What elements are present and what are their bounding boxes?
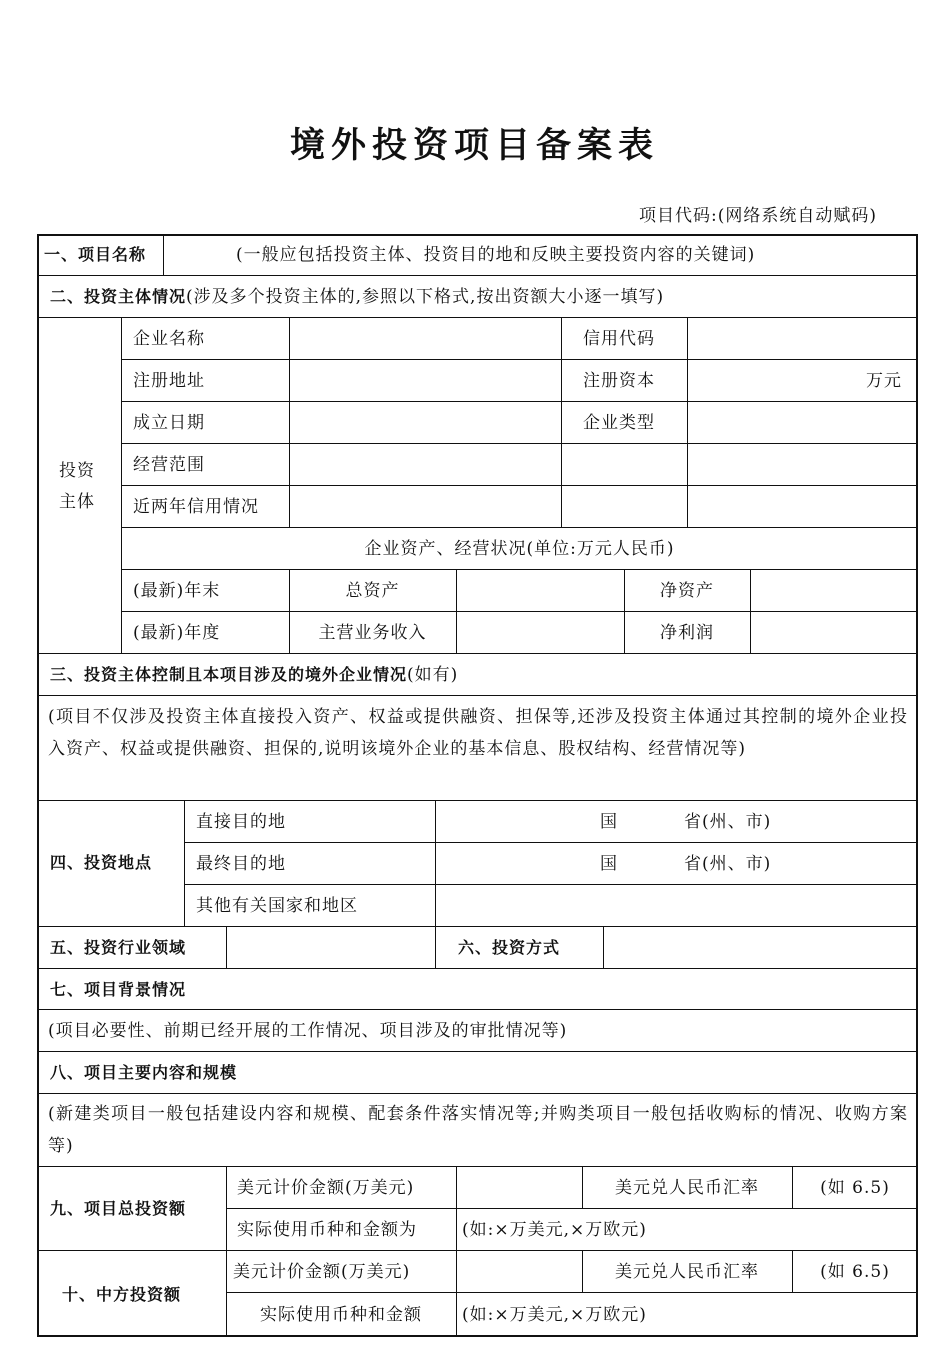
chinese-investment-label: 十、中方投资额 [62,1285,182,1304]
credit-code-label: 信用代码 [583,329,655,349]
total-usd-amount-label: 美元计价金额(万美元) [237,1178,415,1198]
project-name-label: 一、项目名称 [44,245,147,264]
total-fx-example[interactable]: (如 6.5) [820,1178,890,1198]
investment-location-label: 四、投资地点 [50,853,153,872]
net-assets-label: 净资产 [660,581,714,601]
other-regions-label: 其他有关国家和地区 [196,896,358,916]
final-country-label: 国 [600,854,618,874]
investor-section-header [50,287,664,307]
total-fx-rate-label: 美元兑人民币汇率 [615,1178,759,1198]
final-province-label: 省(州、市) [684,854,772,874]
reg-capital-label: 注册资本 [583,371,655,391]
direct-province-label: 省(州、市) [684,812,772,832]
investor-side-label-1: 投资 [59,461,95,481]
final-destination-label: 最终目的地 [196,854,286,874]
investor-side-label-2: 主体 [59,492,95,512]
business-scope-label: 经营范围 [133,455,205,475]
reg-address-label: 注册地址 [133,371,205,391]
investor-section-title: 二、投资主体情况 [50,287,187,306]
year-end-label: (最新)年末 [133,581,221,601]
main-revenue-label: 主营业务收入 [318,623,427,643]
found-date-label: 成立日期 [133,413,205,433]
chinese-usd-amount-label: 美元计价金额(万美元) [233,1262,411,1282]
total-actual-currency-label: 实际使用币种和金额为 [237,1220,417,1240]
overseas-enterprise-header [50,665,458,685]
industry-label: 五、投资行业领域 [50,938,187,957]
direct-country-label: 国 [600,812,618,832]
overseas-enterprise-desc[interactable]: (项目不仅涉及投资主体直接投入资产、权益或提供融资、担保等,还涉及投资主体通过其控制的境外企业投入资产、权益或提供融资、担保的,说明该境外企业的基本信息、股权结构、经营情况等) [48,707,908,759]
background-desc[interactable]: (项目必要性、前期已经开展的工作情况、项目涉及的审批情况等) [48,1021,568,1041]
fiscal-year-label: (最新)年度 [133,623,221,643]
chinese-fx-example[interactable]: (如 6.5) [820,1262,890,1282]
overseas-enterprise-note: (如有) [407,665,459,685]
page-title: 境外投资项目备案表 [289,125,659,166]
total-actual-currency-example[interactable]: (如:×万美元,×万欧元) [462,1220,647,1240]
content-scale-desc[interactable]: (新建类项目一般包括建设内容和规模、配套条件落实情况等;并购类项目一般包括收购标的情况、收购方案等) [48,1104,908,1156]
total-assets-label: 总资产 [345,581,400,601]
company-type-label: 企业类型 [583,413,655,433]
reg-capital-unit: 万元 [866,371,902,391]
chinese-fx-rate-label: 美元兑人民币汇率 [615,1262,759,1282]
investment-method-label: 六、投资方式 [458,938,561,957]
investor-section-note: (涉及多个投资主体的,参照以下格式,按出资额大小逐一填写) [186,287,665,307]
background-label: 七、项目背景情况 [50,980,187,999]
direct-destination-label: 直接目的地 [196,812,286,832]
assets-status-header: 企业资产、经营状况(单位:万元人民币) [364,539,675,559]
net-profit-label: 净利润 [660,623,714,643]
chinese-actual-currency-label: 实际使用币种和金额 [260,1305,422,1325]
project-name-hint[interactable]: (一般应包括投资主体、投资目的地和反映主要投资内容的关键词) [236,245,756,265]
credit-history-label: 近两年信用情况 [133,497,259,517]
project-code-note: 项目代码:(网络系统自动赋码) [639,206,877,226]
company-name-label: 企业名称 [133,329,205,349]
filing-form-table [37,234,918,1337]
chinese-actual-currency-example[interactable]: (如:×万美元,×万欧元) [462,1305,647,1325]
overseas-enterprise-title: 三、投资主体控制且本项目涉及的境外企业情况 [50,665,408,684]
content-scale-label: 八、项目主要内容和规模 [50,1063,238,1082]
total-investment-label: 九、项目总投资额 [50,1199,187,1218]
